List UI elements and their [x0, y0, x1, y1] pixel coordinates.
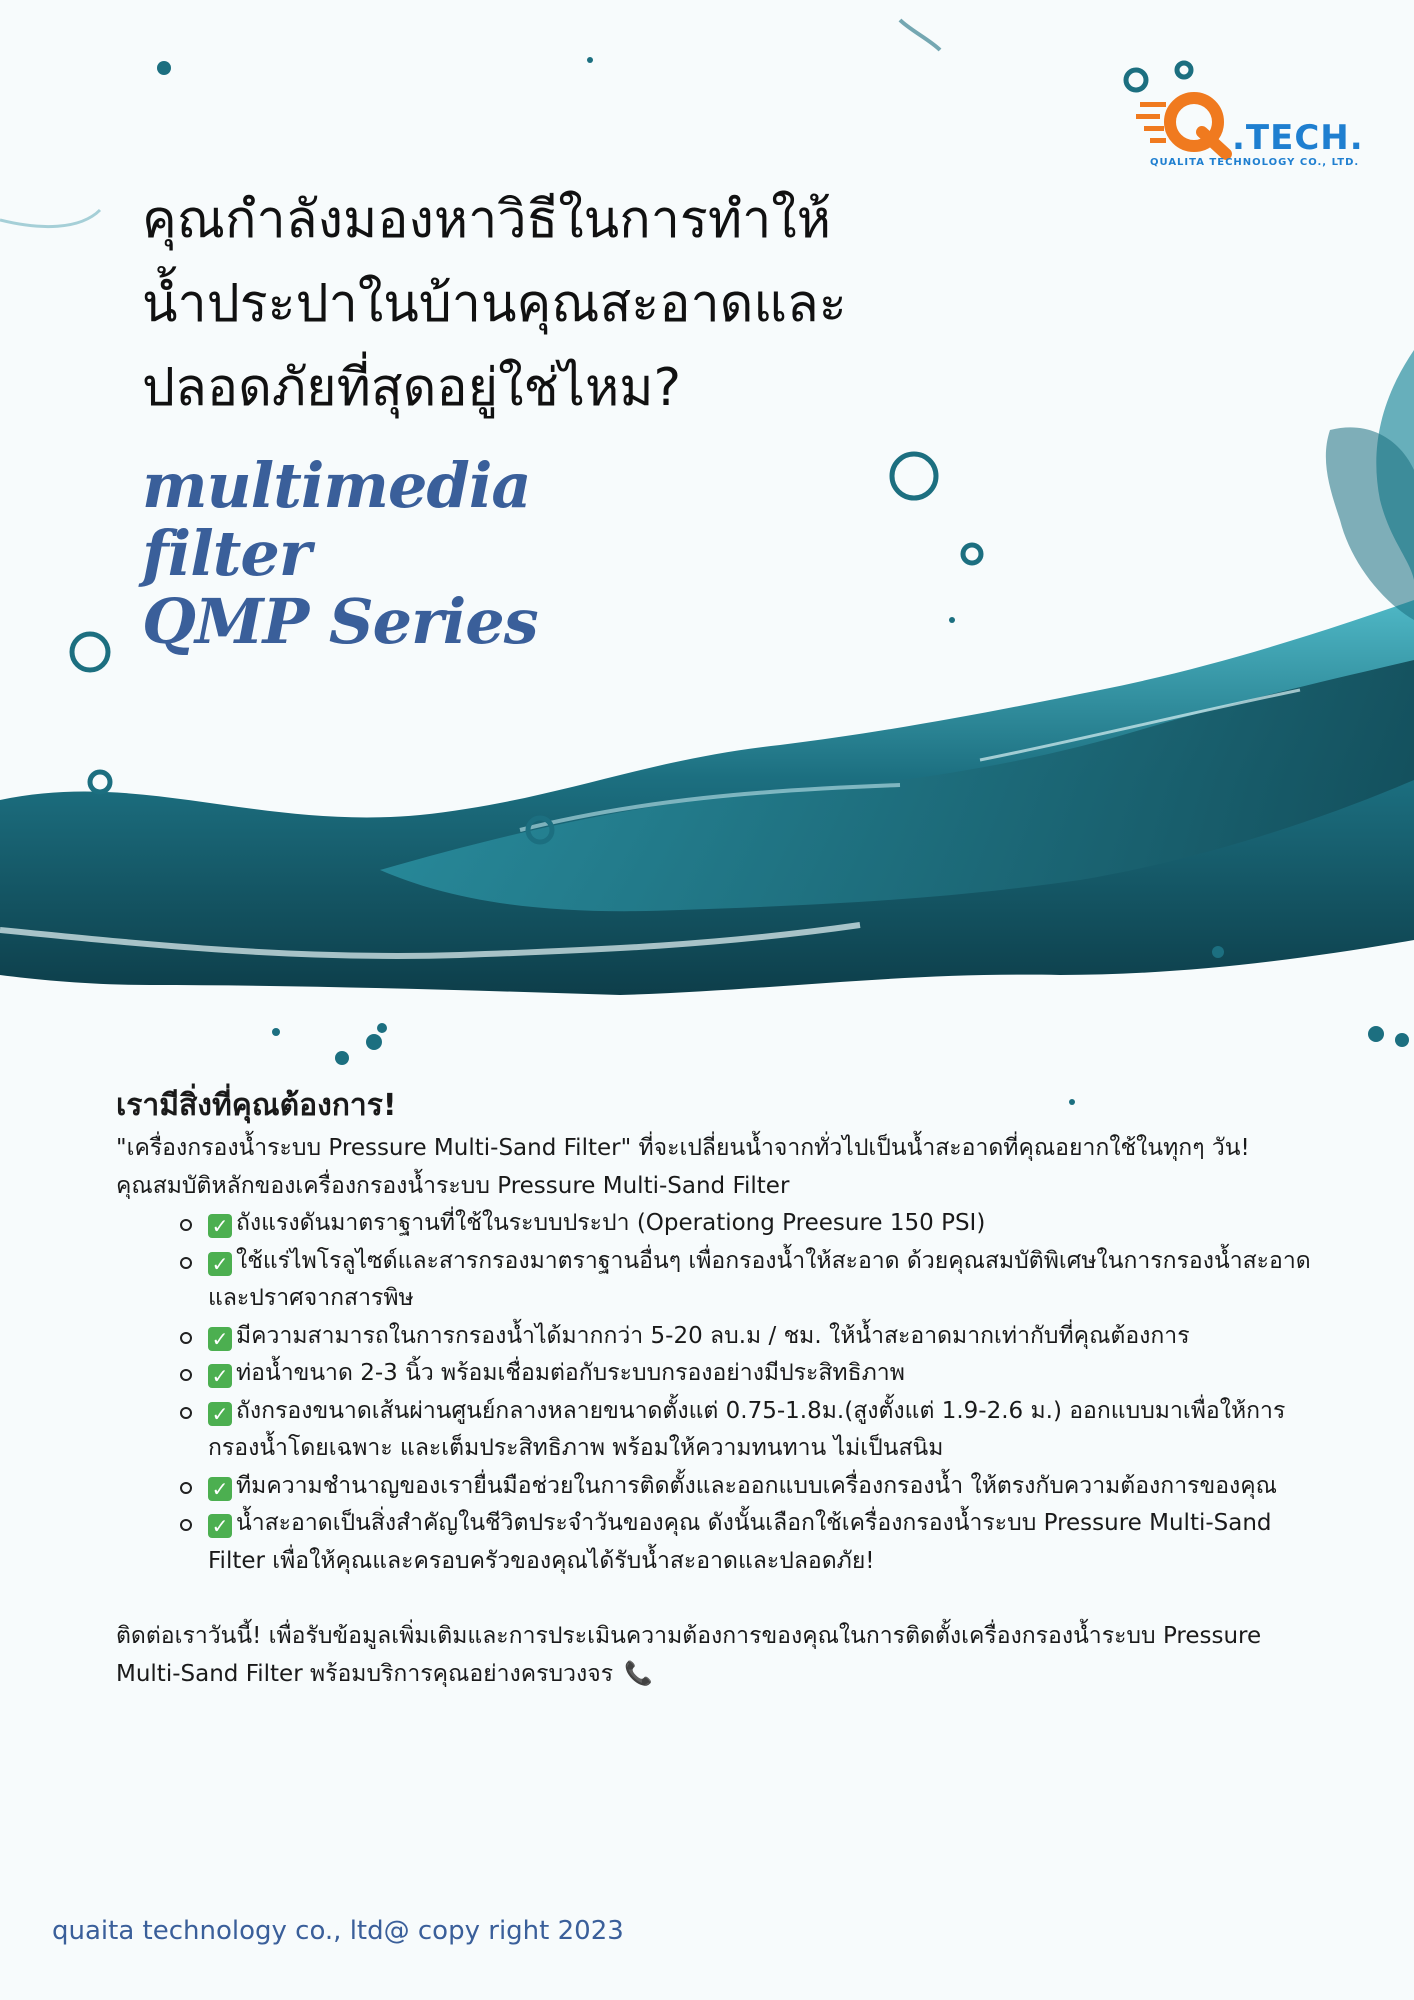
- check-mark-icon: ✓: [208, 1327, 232, 1351]
- footer-copyright: quaita technology co., ltd@ copy right 2023: [52, 1916, 624, 1946]
- feature-text: น้ำสะอาดเป็นสิ่งสำคัญในชีวิตประจำวันของคุณ ดังนั้นเลือกใช้เครื่องกรองน้ำระบบ Pressure Multi-Sand Filter เพื่อให้คุณและครอบครัวของคุณได้รับน้ำสะอาดและปลอดภัย!: [208, 1510, 1272, 1574]
- list-item: [208, 1393, 1326, 1468]
- headline-line: คุณกำลังมองหาวิธีในการทำให้: [142, 190, 831, 250]
- headline-line: ปลอดภัยที่สุดอยู่ใช่ไหม?: [142, 358, 682, 418]
- logo-wordmark: .TECH.: [1232, 118, 1364, 158]
- contact-paragraph: [116, 1618, 1326, 1693]
- feature-text: ทีมความชำนาญของเรายื่นมือช่วยในการติดตั้งและออกแบบเครื่องกรองน้ำ ให้ตรงกับความต้องการของคุณ: [236, 1472, 1277, 1499]
- logo-subtitle: QUALITA TECHNOLOGY CO., LTD.: [1150, 157, 1360, 168]
- headline: [142, 178, 902, 430]
- check-mark-icon: ✓: [208, 1477, 232, 1501]
- check-mark-icon: ✓: [208, 1252, 232, 1276]
- list-item: [208, 1355, 1326, 1393]
- check-mark-icon: ✓: [208, 1402, 232, 1426]
- phone-icon: 📞: [624, 1660, 654, 1687]
- product-name: [142, 449, 538, 658]
- intro-paragraph: "เครื่องกรองน้ำระบบ Pressure Multi-Sand Filter" ที่จะเปลี่ยนน้ำจากทั่วไปเป็นน้ำสะอาดที่คุณอยากใช้ในทุกๆ วัน!คุณสมบัติหลักของเครื่องกรองน้ำระบบ Pressure Multi-Sand Filter: [116, 1135, 1250, 1199]
- feature-text: มีความสามารถในการกรองน้ำได้มากกว่า 5-20 ลบ.ม / ชม. ให้น้ำสะอาดมากเท่ากับที่คุณต้องการ: [236, 1322, 1190, 1349]
- list-item: [208, 1205, 1326, 1243]
- list-item: [208, 1505, 1326, 1580]
- feature-text: ท่อน้ำขนาด 2-3 นิ้ว พร้อมเชื่อมต่อกับระบบกรองอย่างมีประสิทธิภาพ: [236, 1360, 905, 1386]
- feature-text: ใช้แร่ไพโรลูไซด์และสารกรองมาตราฐานอื่นๆ เพื่อกรองน้ำให้สะอาด ด้วยคุณสมบัติพิเศษในการกรองน้ำสะอาดและปราศจากสารพิษ: [208, 1247, 1311, 1311]
- body-content: [116, 1082, 1326, 1693]
- product-line: QMP Series: [142, 585, 538, 658]
- feature-text: ถังกรองขนาดเส้นผ่านศูนย์กลางหลายขนาดตั้งแต่ 0.75-1.8ม.(สูงตั้งแต่ 1.9-2.6 ม.) ออกแบบมาเพื่อให้การกรองน้ำโดยเฉพาะ และเต็มประสิทธิภาพ พร้อมให้ความทนทาน ไม่เป็นสนิม: [208, 1397, 1286, 1461]
- product-line: filter: [142, 517, 311, 590]
- feature-list: [116, 1205, 1326, 1580]
- check-mark-icon: ✓: [208, 1214, 232, 1238]
- section-title: เรามีสิ่งที่คุณต้องการ!: [116, 1088, 397, 1123]
- headline-line: น้ำประปาในบ้านคุณสะอาดและ: [142, 274, 847, 334]
- contact-text: ติดต่อเราวันนี้! เพื่อรับข้อมูลเพิ่มเติมและการประเมินความต้องการของคุณในการติดตั้งเครื่องกรองน้ำระบบ Pressure Multi-Sand Filter พร้อมบริการคุณอย่างครบวงจร: [116, 1623, 1262, 1687]
- product-line: multimedia: [142, 449, 531, 522]
- check-mark-icon: ✓: [208, 1514, 232, 1538]
- check-mark-icon: ✓: [208, 1364, 232, 1388]
- list-item: [208, 1243, 1326, 1318]
- list-item: [208, 1318, 1326, 1356]
- list-item: [208, 1468, 1326, 1506]
- feature-text: ถังแรงดันมาตราฐานที่ใช้ในระบบประปา (Operationg Preesure 150 PSI): [236, 1210, 986, 1236]
